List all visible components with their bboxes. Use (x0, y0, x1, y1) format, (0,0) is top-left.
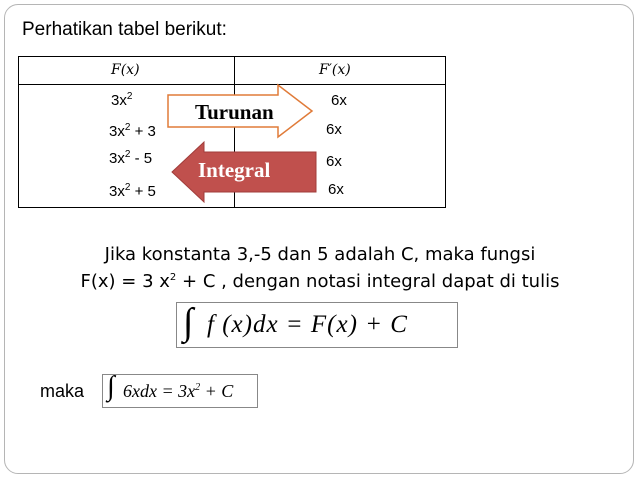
turunan-label: Turunan (195, 100, 274, 124)
intro-text: Perhatikan tabel berikut: (22, 19, 227, 40)
maka-integral-sign: ∫ (107, 371, 115, 402)
header-fx: F(x) (111, 62, 140, 78)
table-row-right-3: 6x (326, 153, 342, 170)
table-row-right-4: 6x (328, 181, 344, 198)
table-row-right-1: 6x (331, 92, 347, 109)
explanation-line-2: F(x) = 3 $x^2 + C$ , dengan notasi integral dapat di tulis (80, 271, 560, 292)
explanation-line-1: Jika konstanta 3,-5 dan 5 adalah C, maka fungsi (104, 244, 536, 265)
table-row-left-3: $3x^2 - 5$ (109, 149, 153, 167)
maka-formula-box (102, 371, 258, 408)
table-row-right-2: 6x (326, 121, 342, 138)
integral-label: Integral (198, 158, 271, 182)
maka-formula: $6xdx = 3x^2 + C$ (123, 381, 234, 401)
maka-label: maka (40, 381, 85, 401)
integral-formula: f (x)dx = F(x) + C (207, 311, 408, 338)
table-row-left-1: $3x^2$ (111, 91, 133, 109)
table-row-left-4: $3x^2 + 5$ (109, 182, 156, 200)
header-fprime-x: F′(x) (319, 62, 351, 78)
integral-sign: ∫ (183, 301, 194, 343)
table-row-left-2: $3x^2 + 3$ (109, 122, 156, 140)
integral-formula-box (176, 302, 458, 348)
